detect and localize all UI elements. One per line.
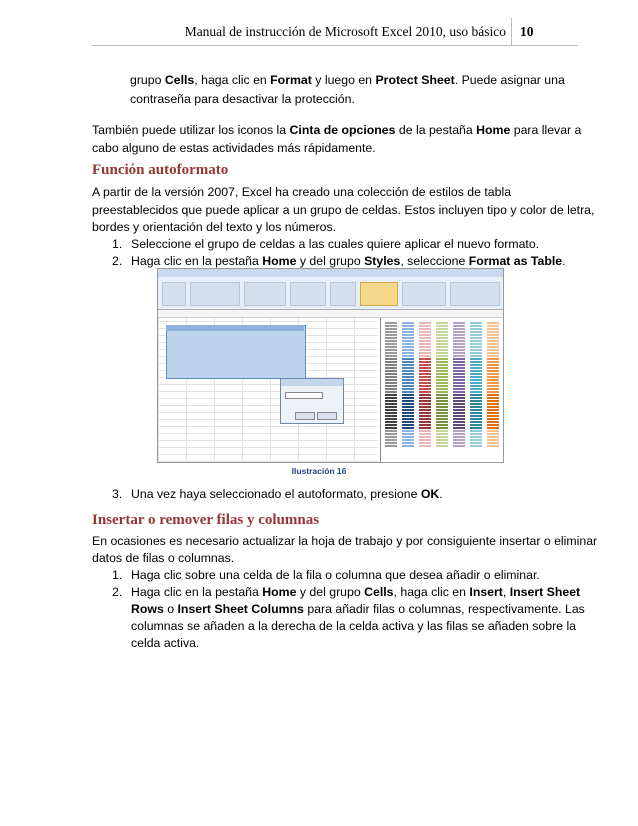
table-style-swatch (487, 385, 499, 393)
table-style-swatch (419, 349, 431, 357)
section2-step-2-line-4: celda activa. (131, 636, 200, 650)
table-style-swatch (419, 412, 431, 420)
table-style-swatch (402, 403, 414, 411)
table-style-swatch (419, 385, 431, 393)
table-style-swatch (436, 367, 448, 375)
table-style-swatch (470, 376, 482, 384)
table-style-swatch (436, 403, 448, 411)
step-3-text: Una vez haya seleccionado el autoformato, presione OK. (131, 487, 443, 501)
table-style-swatch (402, 349, 414, 357)
table-style-swatch (402, 331, 414, 339)
excel-ribbon (158, 277, 503, 310)
table-style-swatch (402, 322, 414, 330)
list-number: 1. (112, 568, 123, 582)
table-style-swatch (385, 376, 397, 384)
table-style-swatch (470, 367, 482, 375)
table-style-swatch (385, 421, 397, 429)
table-style-swatch (436, 349, 448, 357)
table-style-swatch (385, 385, 397, 393)
table-style-swatch (436, 385, 448, 393)
table-style-swatch (402, 394, 414, 402)
table-style-swatch (436, 412, 448, 420)
table-style-swatch (453, 430, 465, 438)
table-style-swatch (470, 403, 482, 411)
table-style-swatch (419, 403, 431, 411)
table-style-swatch (487, 322, 499, 330)
table-style-swatch (385, 367, 397, 375)
section2-step-2-line-3: columnas se añaden a la derecha de la celda activa y las filas se añaden sobre la (131, 619, 577, 633)
table-style-swatch (436, 421, 448, 429)
table-style-swatch (453, 322, 465, 330)
table-style-swatch (436, 376, 448, 384)
table-style-swatch (436, 331, 448, 339)
table-style-swatch (487, 412, 499, 420)
section2-step-2-line-2: Rows o Insert Sheet Columns para añadir filas o columnas, respectivamente. Las (131, 602, 585, 616)
table-style-swatch (453, 340, 465, 348)
table-style-swatch (453, 349, 465, 357)
excel-title-bar (158, 269, 503, 277)
step-2-text: Haga clic en la pestaña Home y del grupo Styles, seleccione Format as Table. (131, 254, 566, 268)
table-style-swatch (419, 439, 431, 447)
table-style-swatch (436, 439, 448, 447)
table-style-swatch (487, 403, 499, 411)
table-style-swatch (419, 376, 431, 384)
intro-line-4: cabo alguno de estas actividades más rápidamente. (92, 141, 376, 155)
table-style-swatch (419, 367, 431, 375)
table-style-swatch (487, 430, 499, 438)
table-style-swatch (385, 349, 397, 357)
table-style-swatch (453, 403, 465, 411)
table-style-swatch (487, 358, 499, 366)
format-as-table-dialog (280, 378, 344, 424)
header-rule (92, 45, 578, 46)
intro-line-2: contraseña para desactivar la protección. (130, 92, 355, 106)
table-style-swatch (436, 430, 448, 438)
table-style-swatch (453, 385, 465, 393)
list-number: 3. (112, 487, 123, 501)
table-style-swatch (487, 340, 499, 348)
table-style-swatch (402, 430, 414, 438)
list-number: 1. (112, 237, 123, 251)
section-heading-insertar-filas: Insertar o remover filas y columnas (92, 512, 320, 528)
section1-paragraph-line-2: preestablecidos que puede aplicar a un grupo de celdas. Estos incluyen tipo y color de letra, (92, 203, 595, 217)
table-style-swatch (402, 358, 414, 366)
table-style-swatch (419, 322, 431, 330)
table-style-swatch (436, 340, 448, 348)
table-style-swatch (385, 412, 397, 420)
section1-paragraph-line-3: bordes y orientación del texto y los números. (92, 220, 337, 234)
section2-step-1-text: Haga clic sobre una celda de la fila o columna que desea añadir o eliminar. (131, 568, 540, 582)
table-style-swatch (453, 421, 465, 429)
table-style-swatch (453, 358, 465, 366)
table-style-swatch (470, 340, 482, 348)
table-style-swatch (487, 439, 499, 447)
table-style-swatch (436, 322, 448, 330)
step-1-text: Seleccione el grupo de celdas a las cuales quiere aplicar el nuevo formato. (131, 237, 540, 251)
list-number: 2. (112, 254, 123, 268)
table-style-swatch (470, 430, 482, 438)
table-style-swatch (470, 358, 482, 366)
table-style-swatch (487, 421, 499, 429)
intro-line-3: También puede utilizar los iconos la Cinta de opciones de la pestaña Home para llevar a (92, 123, 582, 137)
table-style-swatch (385, 439, 397, 447)
table-style-swatch (453, 439, 465, 447)
page-header (0, 18, 638, 46)
table-style-swatch (385, 358, 397, 366)
table-style-swatch (436, 394, 448, 402)
table-style-swatch (470, 349, 482, 357)
table-style-swatch (419, 340, 431, 348)
table-style-swatch (419, 358, 431, 366)
table-style-swatch (419, 394, 431, 402)
table-style-swatch (453, 331, 465, 339)
table-style-swatch (470, 385, 482, 393)
table-style-swatch (385, 394, 397, 402)
table-style-swatch (402, 367, 414, 375)
table-style-swatch (402, 340, 414, 348)
table-style-swatch (487, 394, 499, 402)
table-style-swatch (385, 403, 397, 411)
header-title: Manual de instrucción de Microsoft Excel 2010, uso básico (184, 24, 506, 39)
table-style-swatch (470, 331, 482, 339)
table-style-swatch (385, 322, 397, 330)
table-style-swatch (453, 367, 465, 375)
selected-range-header (166, 325, 304, 331)
table-style-swatch (470, 322, 482, 330)
table-style-swatch (470, 421, 482, 429)
table-style-swatch (385, 430, 397, 438)
table-style-swatch (487, 331, 499, 339)
intro-line-1: grupo Cells, haga clic en Format y luego en Protect Sheet. Puede asignar una (130, 73, 565, 87)
table-style-swatch (402, 421, 414, 429)
formula-bar (158, 310, 503, 318)
selected-range (166, 325, 306, 379)
table-style-swatch (385, 340, 397, 348)
figure-caption: Ilustración 16 (291, 466, 347, 476)
table-style-swatch (402, 412, 414, 420)
table-style-swatch (419, 430, 431, 438)
excel-screenshot-illustration (157, 268, 504, 463)
page-number: 10 (520, 24, 534, 39)
table-style-swatch (470, 412, 482, 420)
list-number: 2. (112, 585, 123, 599)
table-style-swatch (385, 331, 397, 339)
section-heading-autoformato: Función autoformato (92, 162, 229, 178)
table-style-swatch (453, 412, 465, 420)
table-style-swatch (436, 358, 448, 366)
table-style-swatch (419, 331, 431, 339)
table-style-swatch (470, 394, 482, 402)
section1-paragraph-line-1: A partir de la versión 2007, Excel ha creado una colección de estilos de tabla (92, 185, 512, 199)
table-style-swatch (487, 349, 499, 357)
section2-paragraph-line-1: En ocasiones es necesario actualizar la hoja de trabajo y por consiguiente insertar o eliminar (92, 534, 598, 548)
section2-step-2-line-1: Haga clic en la pestaña Home y del grupo Cells, haga clic en Insert, Insert Sheet (131, 585, 581, 599)
table-style-swatch (402, 385, 414, 393)
section2-paragraph-line-2: datos de filas o columnas. (92, 551, 235, 565)
table-styles-gallery (380, 318, 504, 462)
table-style-swatch (419, 421, 431, 429)
header-divider (511, 18, 512, 46)
table-style-swatch (402, 439, 414, 447)
table-style-swatch (453, 394, 465, 402)
table-style-swatch (487, 367, 499, 375)
table-style-swatch (453, 376, 465, 384)
table-style-swatch (487, 376, 499, 384)
table-style-swatch (402, 376, 414, 384)
table-style-swatch (470, 439, 482, 447)
